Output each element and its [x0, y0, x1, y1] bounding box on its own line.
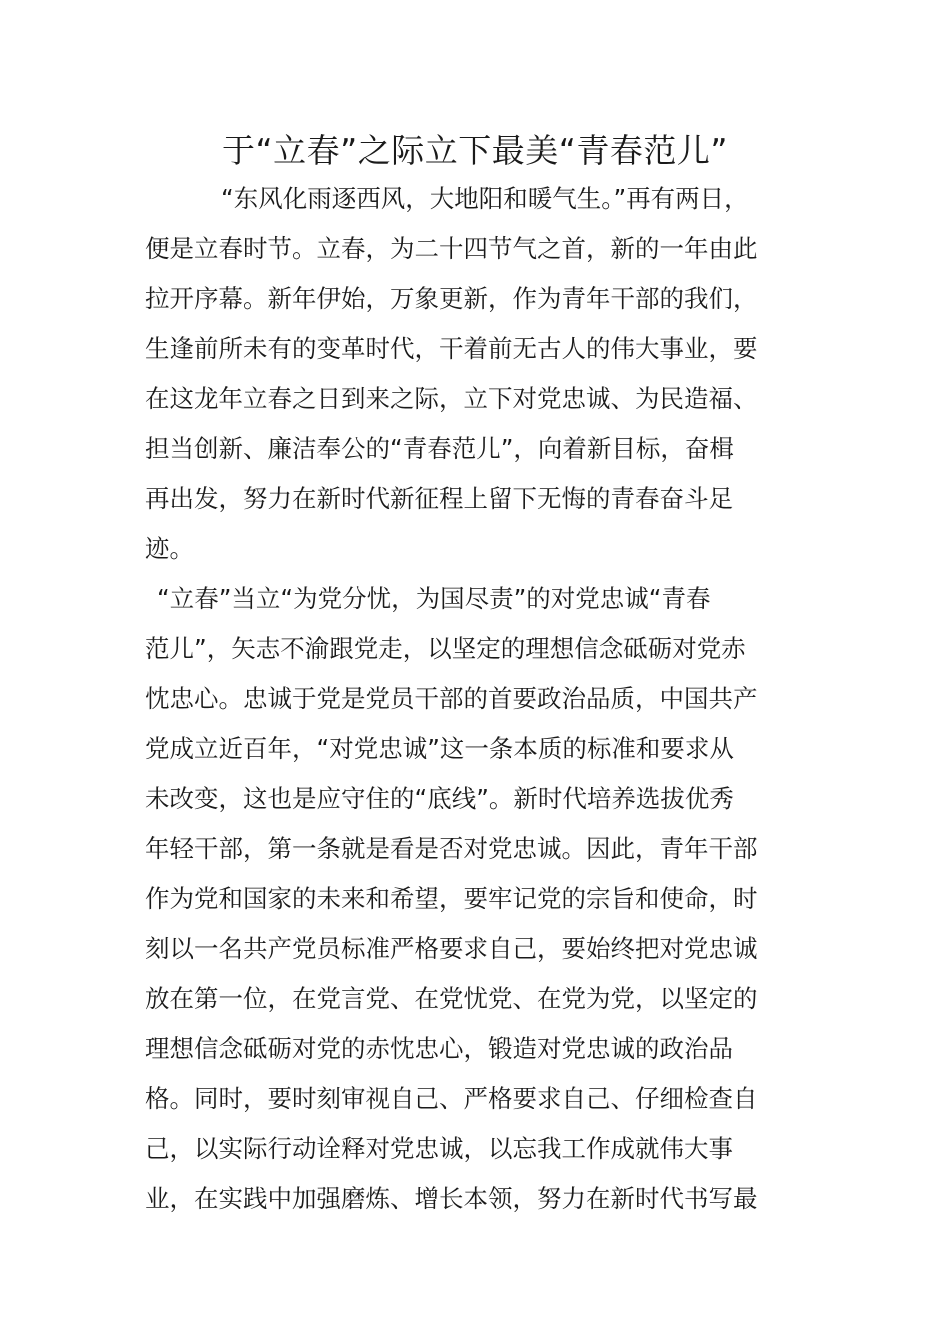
paragraph-line: 格。同时，要时刻审视自己、严格要求自己、仔细检查自	[145, 1084, 758, 1113]
paragraph-line: 未改变，这也是应守住的“底线”。新时代培养选拔优秀	[145, 784, 734, 813]
paragraph-line: 党成立近百年，“对党忠诚”这一条本质的标准和要求从	[145, 734, 734, 763]
paragraph-line: 便是立春时节。立春，为二十四节气之首，新的一年由此	[145, 234, 758, 263]
paragraph-line: 范儿”，矢志不渝跟党走，以坚定的理想信念砥砺对党赤	[145, 634, 746, 663]
paragraph-line: 生逢前所未有的变革时代，干着前无古人的伟大事业，要	[145, 334, 758, 363]
paragraph-line: 在这龙年立春之日到来之际，立下对党忠诚、为民造福、	[145, 384, 758, 413]
paragraph-line: 拉开序幕。新年伊始，万象更新，作为青年干部的我们，	[145, 284, 758, 313]
paragraph-line: 己，以实际行动诠释对党忠诚，以忘我工作成就伟大事	[145, 1134, 733, 1163]
paragraph-2	[145, 574, 815, 1224]
paragraph-1	[145, 174, 815, 574]
paragraph-line: 业，在实践中加强磨炼、增长本领，努力在新时代书写最	[145, 1184, 758, 1213]
paragraph-line: 年轻干部，第一条就是看是否对党忠诚。因此，青年干部	[145, 834, 758, 863]
paragraph-line: 忱忠心。忠诚于党是党员干部的首要政治品质，中国共产	[145, 684, 758, 713]
paragraph-line: 理想信念砥砺对党的赤忱忠心，锻造对党忠诚的政治品	[145, 1034, 733, 1063]
paragraph-line: 再出发，努力在新时代新征程上留下无悔的青春奋斗足	[145, 484, 733, 513]
paragraph-line: 放在第一位，在党言党、在党忧党、在党为党，以坚定的	[145, 984, 758, 1013]
paragraph-line: 刻以一名共产党员标准严格要求自己，要始终把对党忠诚	[145, 934, 758, 963]
document-title: 于“立春”之际立下最美“青春范儿”	[222, 131, 728, 170]
paragraph-line: “东风化雨逐西风，大地阳和暖气生。”再有两日，	[221, 184, 749, 213]
paragraph-line: 作为党和国家的未来和希望，要牢记党的宗旨和使命，时	[145, 884, 758, 913]
paragraph-line: 迹。	[145, 534, 194, 563]
paragraph-line: 担当创新、廉洁奉公的“青春范儿”，向着新目标，奋楫	[145, 434, 734, 463]
paragraph-line: “立春”当立“为党分忧，为国尽责”的对党忠诚“青春	[157, 584, 711, 613]
